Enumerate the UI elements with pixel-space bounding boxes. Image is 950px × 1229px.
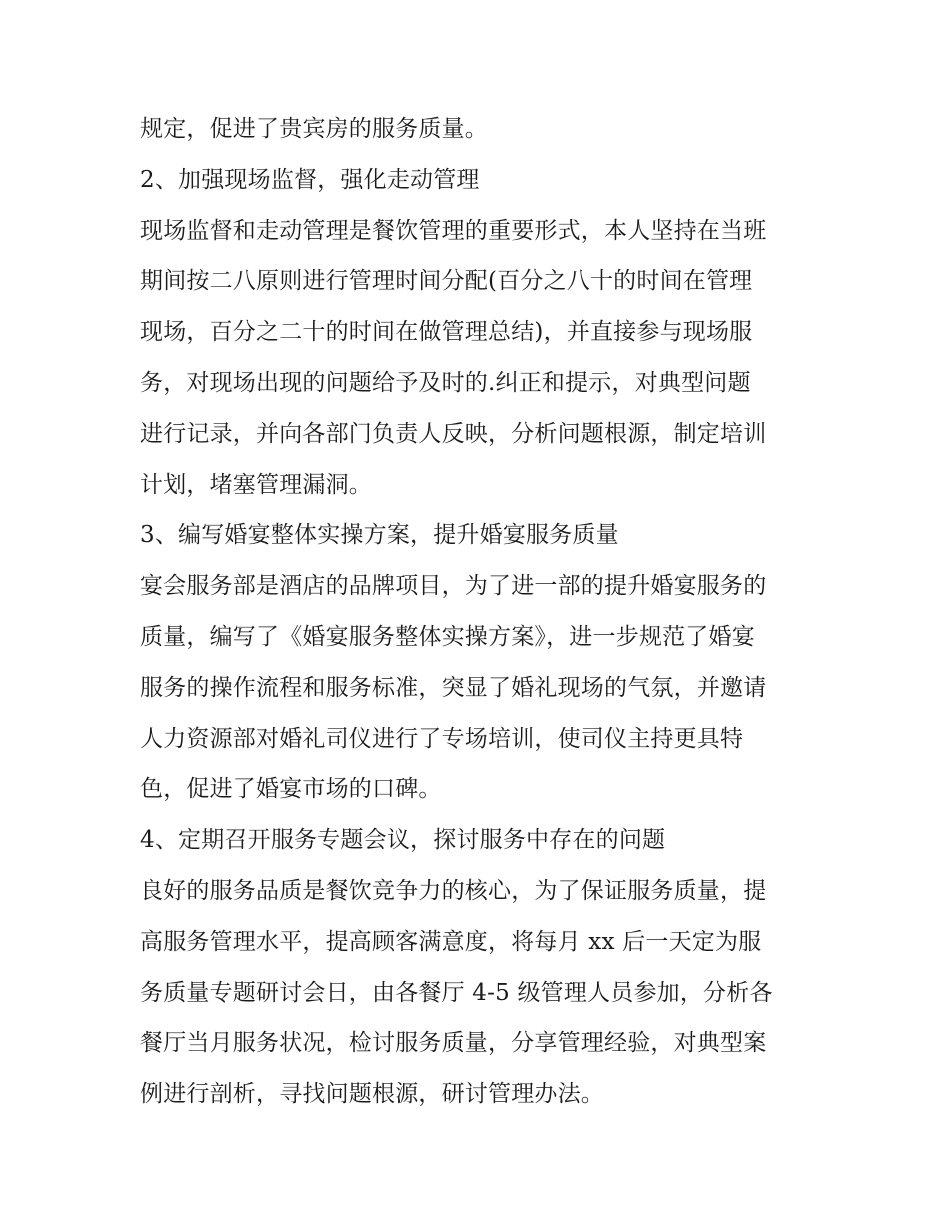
text-line: 色，促进了婚宴市场的口碑。 — [140, 776, 442, 803]
text-line: 餐厅当月服务状况，检讨服务质量，分享管理经验，对典型案 — [140, 1030, 767, 1057]
text-line: 人力资源部对婚礼司仪进行了专场培训，使司仪主持更具特 — [140, 725, 744, 752]
section-heading: 2、加强现场监督，强化走动管理 — [140, 166, 480, 193]
text-line: 宴会服务部是酒店的品牌项目，为了进一部的提升婚宴服务的 — [140, 573, 767, 600]
text-line: 服务的操作流程和服务标准，突显了婚礼现场的气氛，并邀请 — [140, 674, 767, 701]
section-heading: 3、编写婚宴整体实操方案，提升婚宴服务质量 — [140, 522, 619, 549]
text-line: 现场监督和走动管理是餐饮管理的重要形式，本人坚持在当班 — [140, 217, 767, 244]
section-heading: 4、定期召开服务专题会议，探讨服务中存在的问题 — [140, 827, 666, 854]
text-line: 期间按二八原则进行管理时间分配(百分之八十的时间在管理 — [140, 268, 753, 295]
text-line: 高服务管理水平，提高顾客满意度，将每月 xx 后一天定为服 — [140, 928, 762, 955]
text-line: 务，对现场出现的问题给予及时的.纠正和提示，对典型问题 — [140, 369, 751, 396]
text-line: 现场，百分之二十的时间在做管理总结)，并直接参与现场服 — [140, 319, 753, 346]
text-line: 良好的服务品质是餐饮竞争力的核心，为了保证服务质量，提 — [140, 877, 767, 904]
text-line: 进行记录，并向各部门负责人反映，分析问题根源，制定培训 — [140, 420, 767, 447]
text-line: 质量，编写了《婚宴服务整体实操方案》，进一步规范了婚宴 — [140, 623, 755, 650]
text-line: 计划，堵塞管理漏洞。 — [140, 471, 372, 498]
text-line: 例进行剖析，寻找问题根源，研讨管理办法。 — [140, 1081, 604, 1108]
document-body — [140, 104, 820, 1120]
text-line: 务质量专题研讨会日，由各餐厅 4-5 级管理人员参加，分析各 — [140, 979, 773, 1006]
text-line: 规定，促进了贵宾房的服务质量。 — [140, 116, 488, 142]
